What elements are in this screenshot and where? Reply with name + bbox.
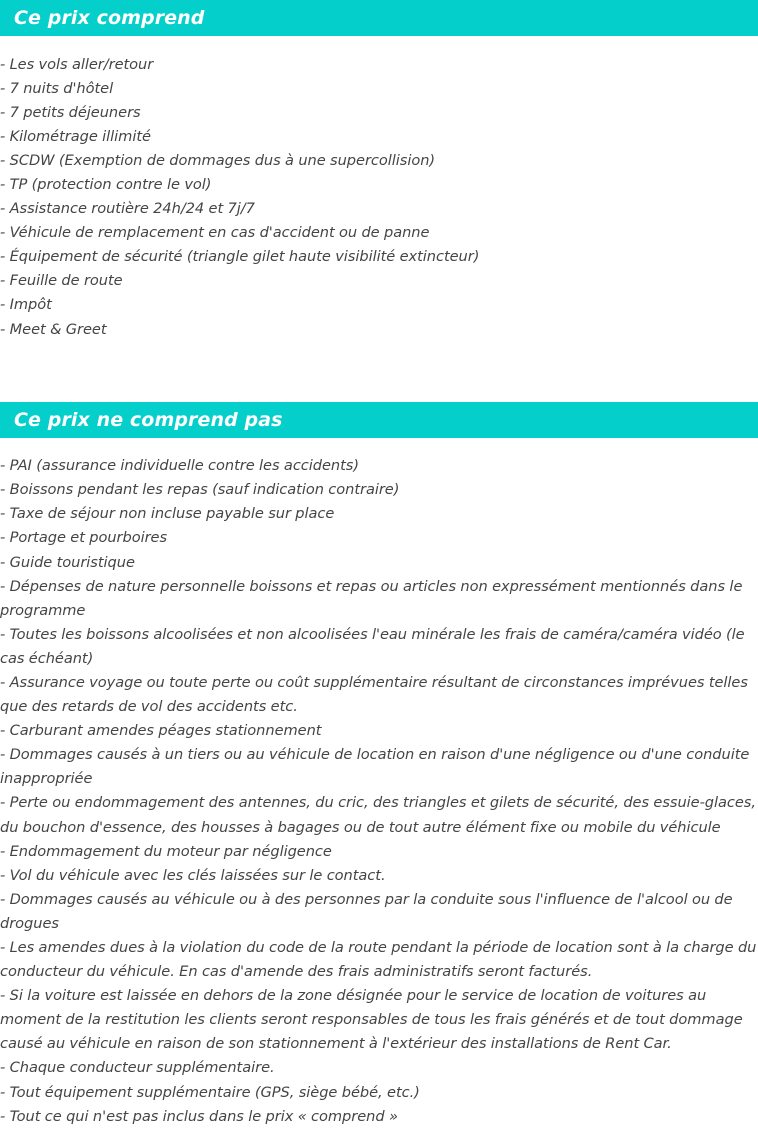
list-item: - Meet & Greet (0, 320, 107, 338)
list-item: - Tout équipement supplémentaire (GPS, siège bébé, etc.) (0, 1083, 420, 1101)
page-bottom-space (0, 1129, 758, 1133)
list-item: - Kilométrage illimité (0, 127, 151, 145)
list-item: - Dommages causés à un tiers ou au véhicule de location en raison d'une négligence ou d'une conduite inappropriée (0, 746, 750, 788)
list-item: - SCDW (Exemption de dommages dus à une supercollision) (0, 151, 436, 169)
list-item: - Taxe de séjour non incluse payable sur place (0, 505, 335, 523)
list-item: - Impôt (0, 296, 52, 314)
section-title-excluded: Ce prix ne comprend pas (0, 402, 758, 438)
list-item: - Carburant amendes péages stationnement (0, 722, 322, 740)
section-price-included (0, 0, 758, 342)
list-item: - Équipement de sécurité (triangle gilet haute visibilité extincteur) (0, 248, 480, 266)
list-item: - Chaque conducteur supplémentaire. (0, 1059, 275, 1077)
included-list (0, 36, 758, 342)
list-item: - Si la voiture est laissée en dehors de la zone désignée pour le service de location de voitures au moment de la restitution les clients seront responsables de tous les frais générés et de tout dommage causé au véhicule en raison de son stationnement à l'extérieur des installations de Rent Car. (0, 987, 743, 1053)
list-item: - Boissons pendant les repas (sauf indication contraire) (0, 481, 400, 499)
list-item: - Assurance voyage ou toute perte ou coût supplémentaire résultant de circonstances imprévues telles que des retards de vol des accidents etc. (0, 673, 748, 716)
list-item: - Guide touristique (0, 553, 135, 571)
list-item: - Perte ou endommagement des antennes, du cric, des triangles et gilets de sécurité, des essuie-glaces, du bouchon d'essence, des housses à bagages ou de tout autre élément fixe ou mobile du véhicule (0, 794, 756, 836)
list-item: - Vol du véhicule avec les clés laissées sur le contact. (0, 866, 386, 884)
list-item: - Les amendes dues à la violation du code de la route pendant la période de location sont à la charge du conducteur du véhicule. En cas d'amende des frais administratifs seront facturés. (0, 939, 757, 981)
list-item: - TP (protection contre le vol) (0, 175, 212, 193)
section-divider-space (0, 342, 758, 402)
list-item: - Toutes les boissons alcoolisées et non alcoolisées l'eau minérale les frais de caméra/caméra vidéo (le cas échéant) (0, 625, 745, 667)
list-item: - Portage et pourboires (0, 529, 168, 547)
section-price-excluded (0, 402, 758, 1129)
list-item: - Les vols aller/retour (0, 55, 154, 73)
list-item: - Dépenses de nature personnelle boissons et repas ou articles non expressément mentionnés dans le programme (0, 577, 743, 619)
list-item: - Feuille de route (0, 272, 123, 290)
list-item: - Tout ce qui n'est pas inclus dans le prix « comprend » (0, 1107, 398, 1125)
list-item: - Dommages causés au véhicule ou à des personnes par la conduite sous l'influence de l'alcool ou de drogues (0, 890, 733, 932)
list-item: - PAI (assurance individuelle contre les accidents) (0, 457, 359, 475)
section-title-included: Ce prix comprend (0, 0, 758, 36)
list-item: - Assistance routière 24h/24 et 7j/7 (0, 200, 255, 218)
list-item: - Endommagement du moteur par négligence (0, 842, 332, 860)
list-item: - 7 petits déjeuners (0, 103, 141, 121)
list-item: - 7 nuits d'hôtel (0, 79, 114, 97)
list-item: - Véhicule de remplacement en cas d'accident ou de panne (0, 224, 430, 242)
excluded-list (0, 438, 758, 1129)
